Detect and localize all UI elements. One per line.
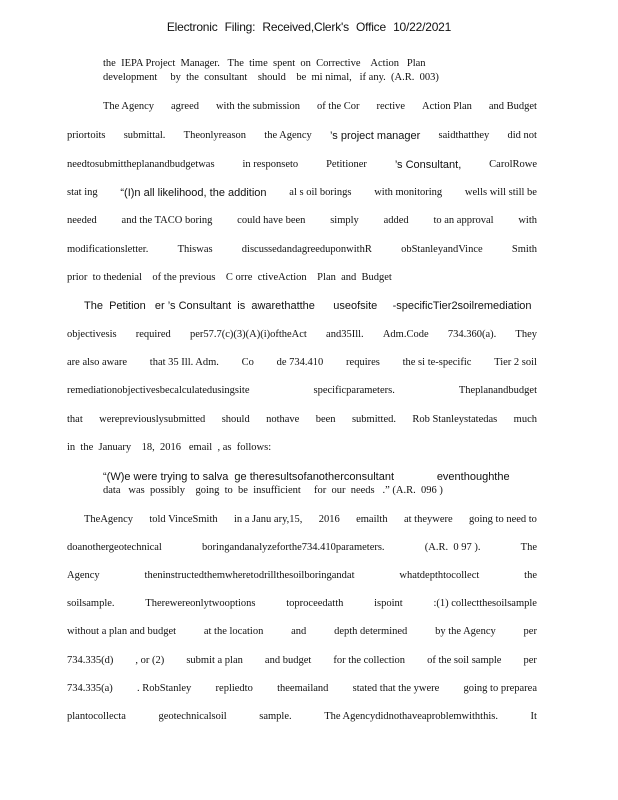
- text-segment: plantocollecta: [67, 711, 126, 722]
- text-segment: 734.360(a).: [447, 329, 497, 340]
- text-line: [67, 385, 537, 397]
- text-segment: stat ing: [67, 187, 98, 198]
- text-line: [103, 101, 537, 113]
- text-segment: going to preparea: [463, 683, 537, 694]
- text-segment: the IEPA Project Manager. The time spent on Corrective Action Plan: [103, 58, 426, 69]
- text-line: [103, 58, 426, 70]
- text-segment: submit a plan: [186, 655, 243, 666]
- text-segment: the si te-specific: [402, 357, 472, 368]
- text-segment: in the January 18, 2016 email , as follows:: [67, 442, 272, 453]
- text-segment: . RobStanley: [137, 683, 192, 694]
- text-segment: agreed: [171, 101, 199, 112]
- text-line: [67, 329, 537, 341]
- text-segment: The: [520, 542, 537, 553]
- text-segment: The Petition er ’s Consultant is awarethatthe useofsite -specificTier2soilremediation: [84, 300, 532, 312]
- text-segment: development by the consultant should be mi nimal, if any. (A.R. 003): [103, 72, 439, 83]
- text-segment: Therewereonlytwooptions: [145, 598, 256, 609]
- text-segment: theemailand: [277, 683, 329, 694]
- text-segment: boringandanalyzeforthe734.410parameters.: [202, 542, 385, 553]
- text-segment: in responseto: [242, 159, 299, 170]
- text-segment: requires: [346, 357, 380, 368]
- text-segment: CarolRowe: [489, 159, 537, 170]
- text-segment: geotechnicalsoil: [158, 711, 227, 722]
- text-line: [67, 542, 537, 554]
- text-segment: Tier 2 soil: [494, 357, 537, 368]
- text-segment: , or (2): [135, 655, 165, 666]
- text-segment: repliedto: [215, 683, 253, 694]
- text-segment: with the submission: [215, 101, 300, 112]
- text-segment: could have been: [237, 215, 306, 226]
- text-segment: ’s project manager: [330, 130, 421, 142]
- text-segment: needtosubmittheplanandbudgetwas: [67, 159, 215, 170]
- text-segment: did not: [507, 130, 537, 141]
- text-line: [103, 485, 443, 497]
- text-segment: nothave: [266, 414, 300, 425]
- text-segment: wells will still be: [464, 187, 537, 198]
- text-segment: de 734.410: [276, 357, 324, 368]
- text-segment: much: [513, 414, 537, 425]
- text-segment: priortoits: [67, 130, 106, 141]
- text-segment: data was possibly going to be insufficient for our needs .” (A.R. 096 ): [103, 485, 443, 496]
- text-segment: per: [523, 626, 537, 637]
- text-segment: by the Agency: [435, 626, 496, 637]
- text-segment: saidthatthey: [438, 130, 490, 141]
- text-segment: ’s Consultant,: [394, 159, 462, 171]
- text-segment: :(1) collectthesoilsample: [433, 598, 537, 609]
- text-segment: discussedandagreeduponwithR: [241, 244, 372, 255]
- text-segment: specificparameters.: [313, 385, 395, 396]
- text-segment: Rob Stanleystatedas: [412, 414, 498, 425]
- text-line: [67, 626, 537, 638]
- text-line: [67, 655, 537, 667]
- text-segment: “(W)e were trying to salva ge theresultsofanotherconsultant eventhoughthe: [103, 471, 510, 483]
- text-segment: Petitioner: [326, 159, 367, 170]
- text-segment: and the TACO boring: [121, 215, 213, 226]
- text-segment: 734.335(a): [67, 683, 113, 694]
- text-segment: rective: [376, 101, 406, 112]
- text-line: [84, 514, 537, 526]
- text-segment: Smith: [511, 244, 537, 255]
- text-segment: the Agency: [264, 130, 312, 141]
- text-line: [67, 442, 271, 454]
- text-line: [67, 187, 537, 199]
- text-segment: (A.R. 0 97 ).: [424, 542, 481, 553]
- text-segment: told VinceSmith: [149, 514, 218, 525]
- text-segment: Thiswas: [177, 244, 213, 255]
- text-segment: modificationsletter.: [67, 244, 149, 255]
- text-segment: per57.7(c)(3)(A)(i)oftheAct: [189, 329, 307, 340]
- text-segment: with: [518, 215, 537, 226]
- text-line: [67, 272, 392, 284]
- text-segment: soilsample.: [67, 598, 115, 609]
- text-segment: and35Ill.: [326, 329, 364, 340]
- text-segment: for the collection: [333, 655, 406, 666]
- text-segment: prior to thedenial of the previous C orre ctiveAction Plan and Budget: [67, 272, 392, 283]
- filing-header: Electronic Filing: Received,Clerk's Office 10/22/2021: [166, 20, 452, 34]
- text-segment: werepreviouslysubmitted: [99, 414, 206, 425]
- text-line: [67, 159, 537, 171]
- text-segment: that 35 Ill. Adm.: [149, 357, 219, 368]
- text-segment: required: [135, 329, 171, 340]
- text-segment: They: [515, 329, 537, 340]
- text-segment: It: [530, 711, 537, 722]
- text-segment: the: [524, 570, 537, 581]
- text-segment: theninstructedthemwheretodrillthesoilboringandat: [144, 570, 355, 581]
- text-segment: to an approval: [433, 215, 494, 226]
- text-segment: submittal.: [123, 130, 166, 141]
- text-segment: simply: [330, 215, 359, 226]
- text-segment: and budget: [264, 655, 312, 666]
- text-segment: The Agency: [103, 101, 155, 112]
- text-segment: per: [523, 655, 537, 666]
- text-segment: at theywere: [403, 514, 453, 525]
- text-segment: doanothergeotechnical: [67, 542, 162, 553]
- text-segment: 2016: [318, 514, 340, 525]
- text-segment: 734.335(d): [67, 655, 114, 666]
- text-segment: that: [67, 414, 83, 425]
- text-segment: of the Cor: [316, 101, 360, 112]
- text-segment: ispoint: [374, 598, 403, 609]
- text-segment: should: [221, 414, 250, 425]
- text-segment: toproceedatth: [286, 598, 344, 609]
- text-line: [67, 570, 537, 582]
- text-segment: added: [383, 215, 409, 226]
- text-segment: Action Plan: [422, 101, 472, 112]
- text-segment: remediationobjectivesbecalculatedusingsite: [67, 385, 250, 396]
- text-segment: emailth: [356, 514, 388, 525]
- text-segment: been: [315, 414, 336, 425]
- text-segment: Adm.Code: [382, 329, 429, 340]
- text-segment: at the location: [203, 626, 264, 637]
- text-segment: whatdepthtocollect: [399, 570, 480, 581]
- text-line: [67, 215, 537, 227]
- text-line: [67, 711, 537, 723]
- text-line: [103, 471, 510, 484]
- text-segment: obStanleyandVince: [401, 244, 483, 255]
- text-segment: Theonlyreason: [183, 130, 247, 141]
- text-segment: al s oil borings: [289, 187, 352, 198]
- text-segment: sample.: [259, 711, 292, 722]
- text-line: [67, 244, 537, 256]
- text-segment: The Agencydidnothaveaproblemwiththis.: [324, 711, 498, 722]
- text-line: [103, 72, 439, 84]
- text-segment: Theplanandbudget: [458, 385, 537, 396]
- text-segment: “(I)n all likelihood, the addition: [120, 187, 267, 199]
- text-segment: stated that the ywere: [352, 683, 440, 694]
- text-segment: and Budget: [488, 101, 537, 112]
- text-line: [67, 414, 537, 426]
- text-segment: depth determined: [334, 626, 408, 637]
- text-segment: needed: [67, 215, 97, 226]
- text-segment: of the soil sample: [427, 655, 502, 666]
- text-segment: without a plan and budget: [67, 626, 177, 637]
- text-segment: Agency: [67, 570, 100, 581]
- text-line: [84, 300, 532, 313]
- text-line: [67, 683, 537, 695]
- text-segment: and: [291, 626, 307, 637]
- text-line: [67, 357, 537, 369]
- text-segment: going to need to: [468, 514, 537, 525]
- text-line: [67, 598, 537, 610]
- text-segment: Co: [241, 357, 254, 368]
- text-segment: submitted.: [351, 414, 396, 425]
- text-segment: TheAgency: [84, 514, 133, 525]
- text-line: [67, 130, 537, 142]
- text-segment: are also aware: [67, 357, 128, 368]
- text-segment: in a Janu ary,15,: [233, 514, 303, 525]
- text-segment: objectivesis: [67, 329, 117, 340]
- text-segment: with monitoring: [374, 187, 443, 198]
